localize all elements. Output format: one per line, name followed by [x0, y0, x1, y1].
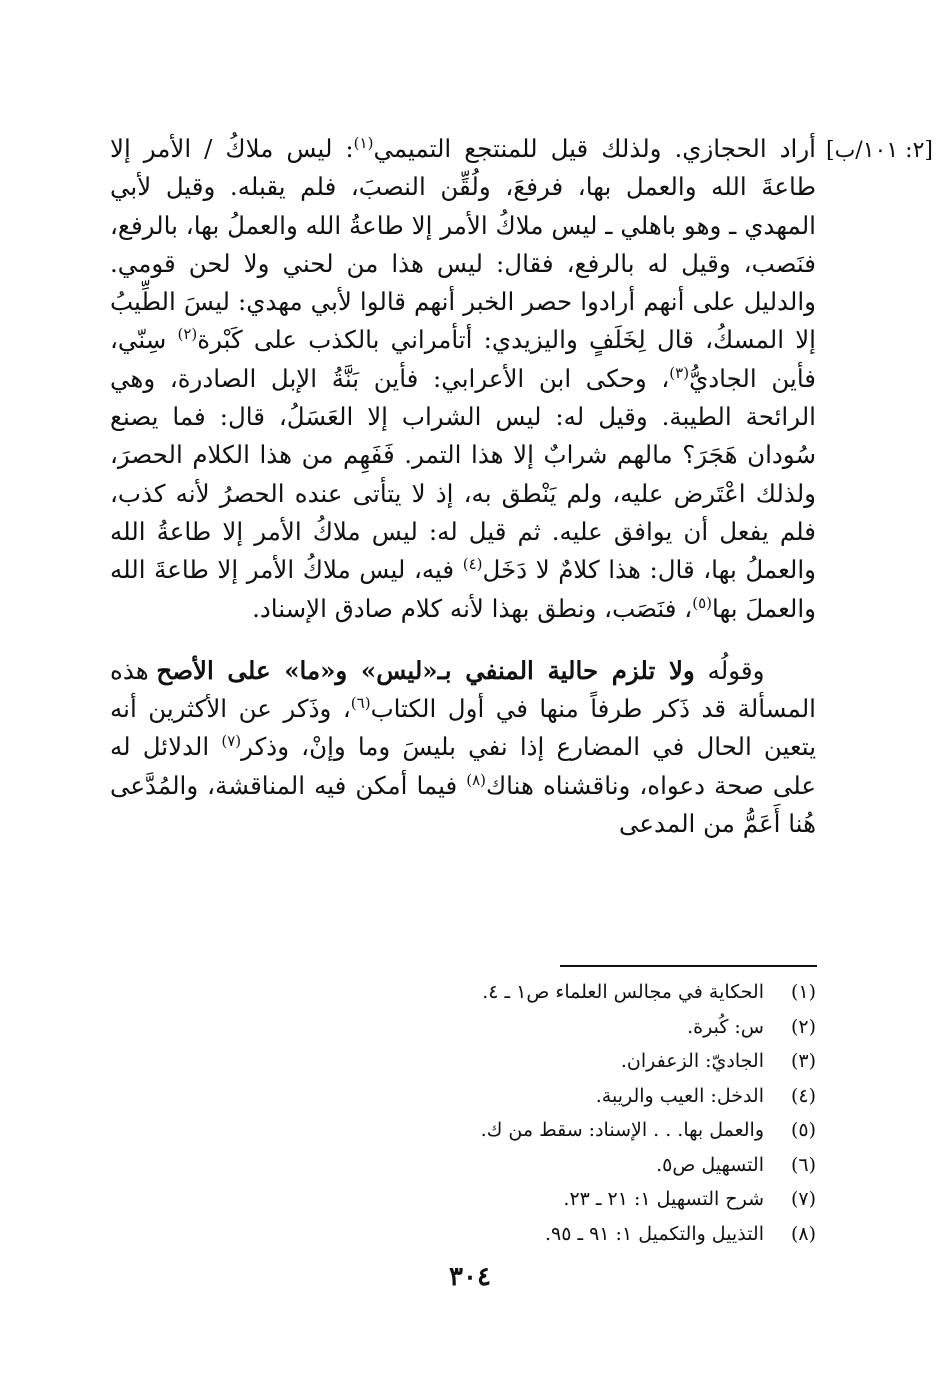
text-segment: ، فنَصَب، ونطق بهذا لأنه كلام صادق الإسناد.: [252, 593, 693, 623]
text-segment: ، وذَكر عن الأكثرين أنه يتعين الحال في المضارع إذا نفي بليسَ وما وإنْ، وذكر: [110, 694, 817, 762]
footnote-number: (٤): [790, 1084, 816, 1107]
footnote-number: (٥): [790, 1119, 816, 1141]
page-number: ٣٠٤: [449, 1262, 491, 1292]
footnote-item: [360, 1148, 816, 1183]
footnote-item: [360, 1044, 816, 1079]
footnote-ref-8[interactable]: (٨): [466, 770, 486, 789]
footnote-ref-3[interactable]: (٣): [669, 363, 690, 382]
footnote-ref-1[interactable]: (١): [353, 133, 374, 152]
text-segment: هذه المسألة قد ذَكر طرفاً منها في أول الكتاب: [110, 655, 816, 724]
footnote-ref-5[interactable]: (٥): [692, 593, 712, 612]
text-segment: الدلائل له على صحة دعواه، وناقشناه هناك: [110, 732, 816, 800]
manuscript-folio-marker: [٢: ١٠١/ب]: [826, 138, 933, 163]
footnote-item: [360, 1079, 816, 1114]
footnote-text: الحكاية في مجالس العلماء ص١ ـ ٤.: [482, 981, 764, 1003]
footnote-item: [360, 1113, 816, 1148]
footnote-ref-6[interactable]: (٦): [350, 694, 371, 712]
text-segment: : ليس ملاكُ / الأمر إلا طاعةَ الله والعمل بها، فرفعَ، ولُقِّن النصبَ، فلم يقبله. وقيل لأبي المهدي ـ وهو باهلي ـ ليس ملاكُ الأمر إلا طاعةُ الله والعملُ بها، بالرفع، فنَصب، وقيل له بالرفع، فقال: ليس هذا من لحني ولا لحن قومي. والدليل على أنهم أرادوا حصر الخبر أنهم قالوا لأبي مهدي: ليسَ الطِّيبُ إلا المسكُ، قال لِخَلَفٍ واليزيدي: أتأمراني بالكذب على كَبْرة: [110, 134, 816, 355]
footnote-ref-4[interactable]: (٤): [462, 555, 483, 574]
footnote-number: (٨): [790, 1222, 816, 1245]
text-segment: وقولُه: [694, 655, 765, 685]
text-segment: فيما أمكن فيه المناقشة، والمُدَّعى هُنا أَعَمُّ من المدعى: [110, 770, 816, 839]
footnote-number: (٢): [790, 1015, 816, 1038]
paragraph-2: [110, 652, 816, 843]
footnote-text: شرح التسهيل ١: ٢١ ـ ٢٣.: [563, 1188, 764, 1210]
footnote-text: التسهيل ص٥.: [656, 1153, 764, 1176]
main-text: [110, 130, 816, 843]
footnote-separator: [560, 965, 817, 967]
footnote-number: (٦): [790, 1153, 816, 1176]
footnote-ref-2[interactable]: (٢): [177, 325, 198, 344]
paragraph-1: [110, 130, 816, 628]
footnote-ref-7[interactable]: (٧): [221, 732, 242, 751]
footnote-item: [360, 1182, 816, 1217]
text-segment: سِنّي، فأين الجاديُّ: [110, 325, 816, 393]
footnote-text: الجاديّ: الزعفران.: [620, 1050, 764, 1072]
quoted-rule-bold: ولا تلزم حالية المنفي بـ«ليس» و«ما» على الأصح: [156, 655, 695, 685]
footnote-text: الدخل: العيب والريبة.: [595, 1084, 764, 1107]
text-segment: أراد الحجازي. ولذلك قيل للمنتجع التميمي: [373, 134, 816, 163]
footnote-item: [360, 1010, 816, 1045]
text-segment: ، وحكى ابن الأعرابي: فأين بَنَّةُ الإبل الصادرة، وهي الرائحة الطيبة. وقيل له: ليس الشراب إلا العَسَلُ، قال: فما يصنع سُودان هَجَرَ؟ مالهم شرابٌ إلا هذا التمر. فَفَهِم من هذا الكلام الحصرَ، ولذلك اعْتَرض عليه، ولم يَنْطق به، إذ لا يتأتى عنده الحصرُ لأنه كذب، فلم يفعل أن يوافق عليه. ثم قيل له: ليس ملاكُ الأمر إلا طاعةُ الله والعملُ بها، قال: هذا كلامٌ لا دَخَل: [110, 363, 816, 585]
footnote-item: [360, 975, 816, 1010]
footnote-number: (١): [790, 981, 816, 1003]
footnotes-list: [360, 975, 816, 1251]
footnote-number: (٣): [790, 1050, 816, 1072]
footnote-item: [360, 1217, 816, 1252]
footnote-number: (٧): [790, 1188, 816, 1210]
footnote-text: والعمل بها. . . الإسناد: سقط من ك.: [480, 1119, 764, 1141]
footnote-text: س: كُبرة.: [687, 1015, 764, 1038]
text-segment: فيه، ليس ملاكُ الأمر إلا طاعةَ الله والعملَ بها: [110, 555, 816, 623]
footnote-text: التذييل والتكميل ١: ٩١ ـ ٩٥.: [544, 1222, 764, 1245]
